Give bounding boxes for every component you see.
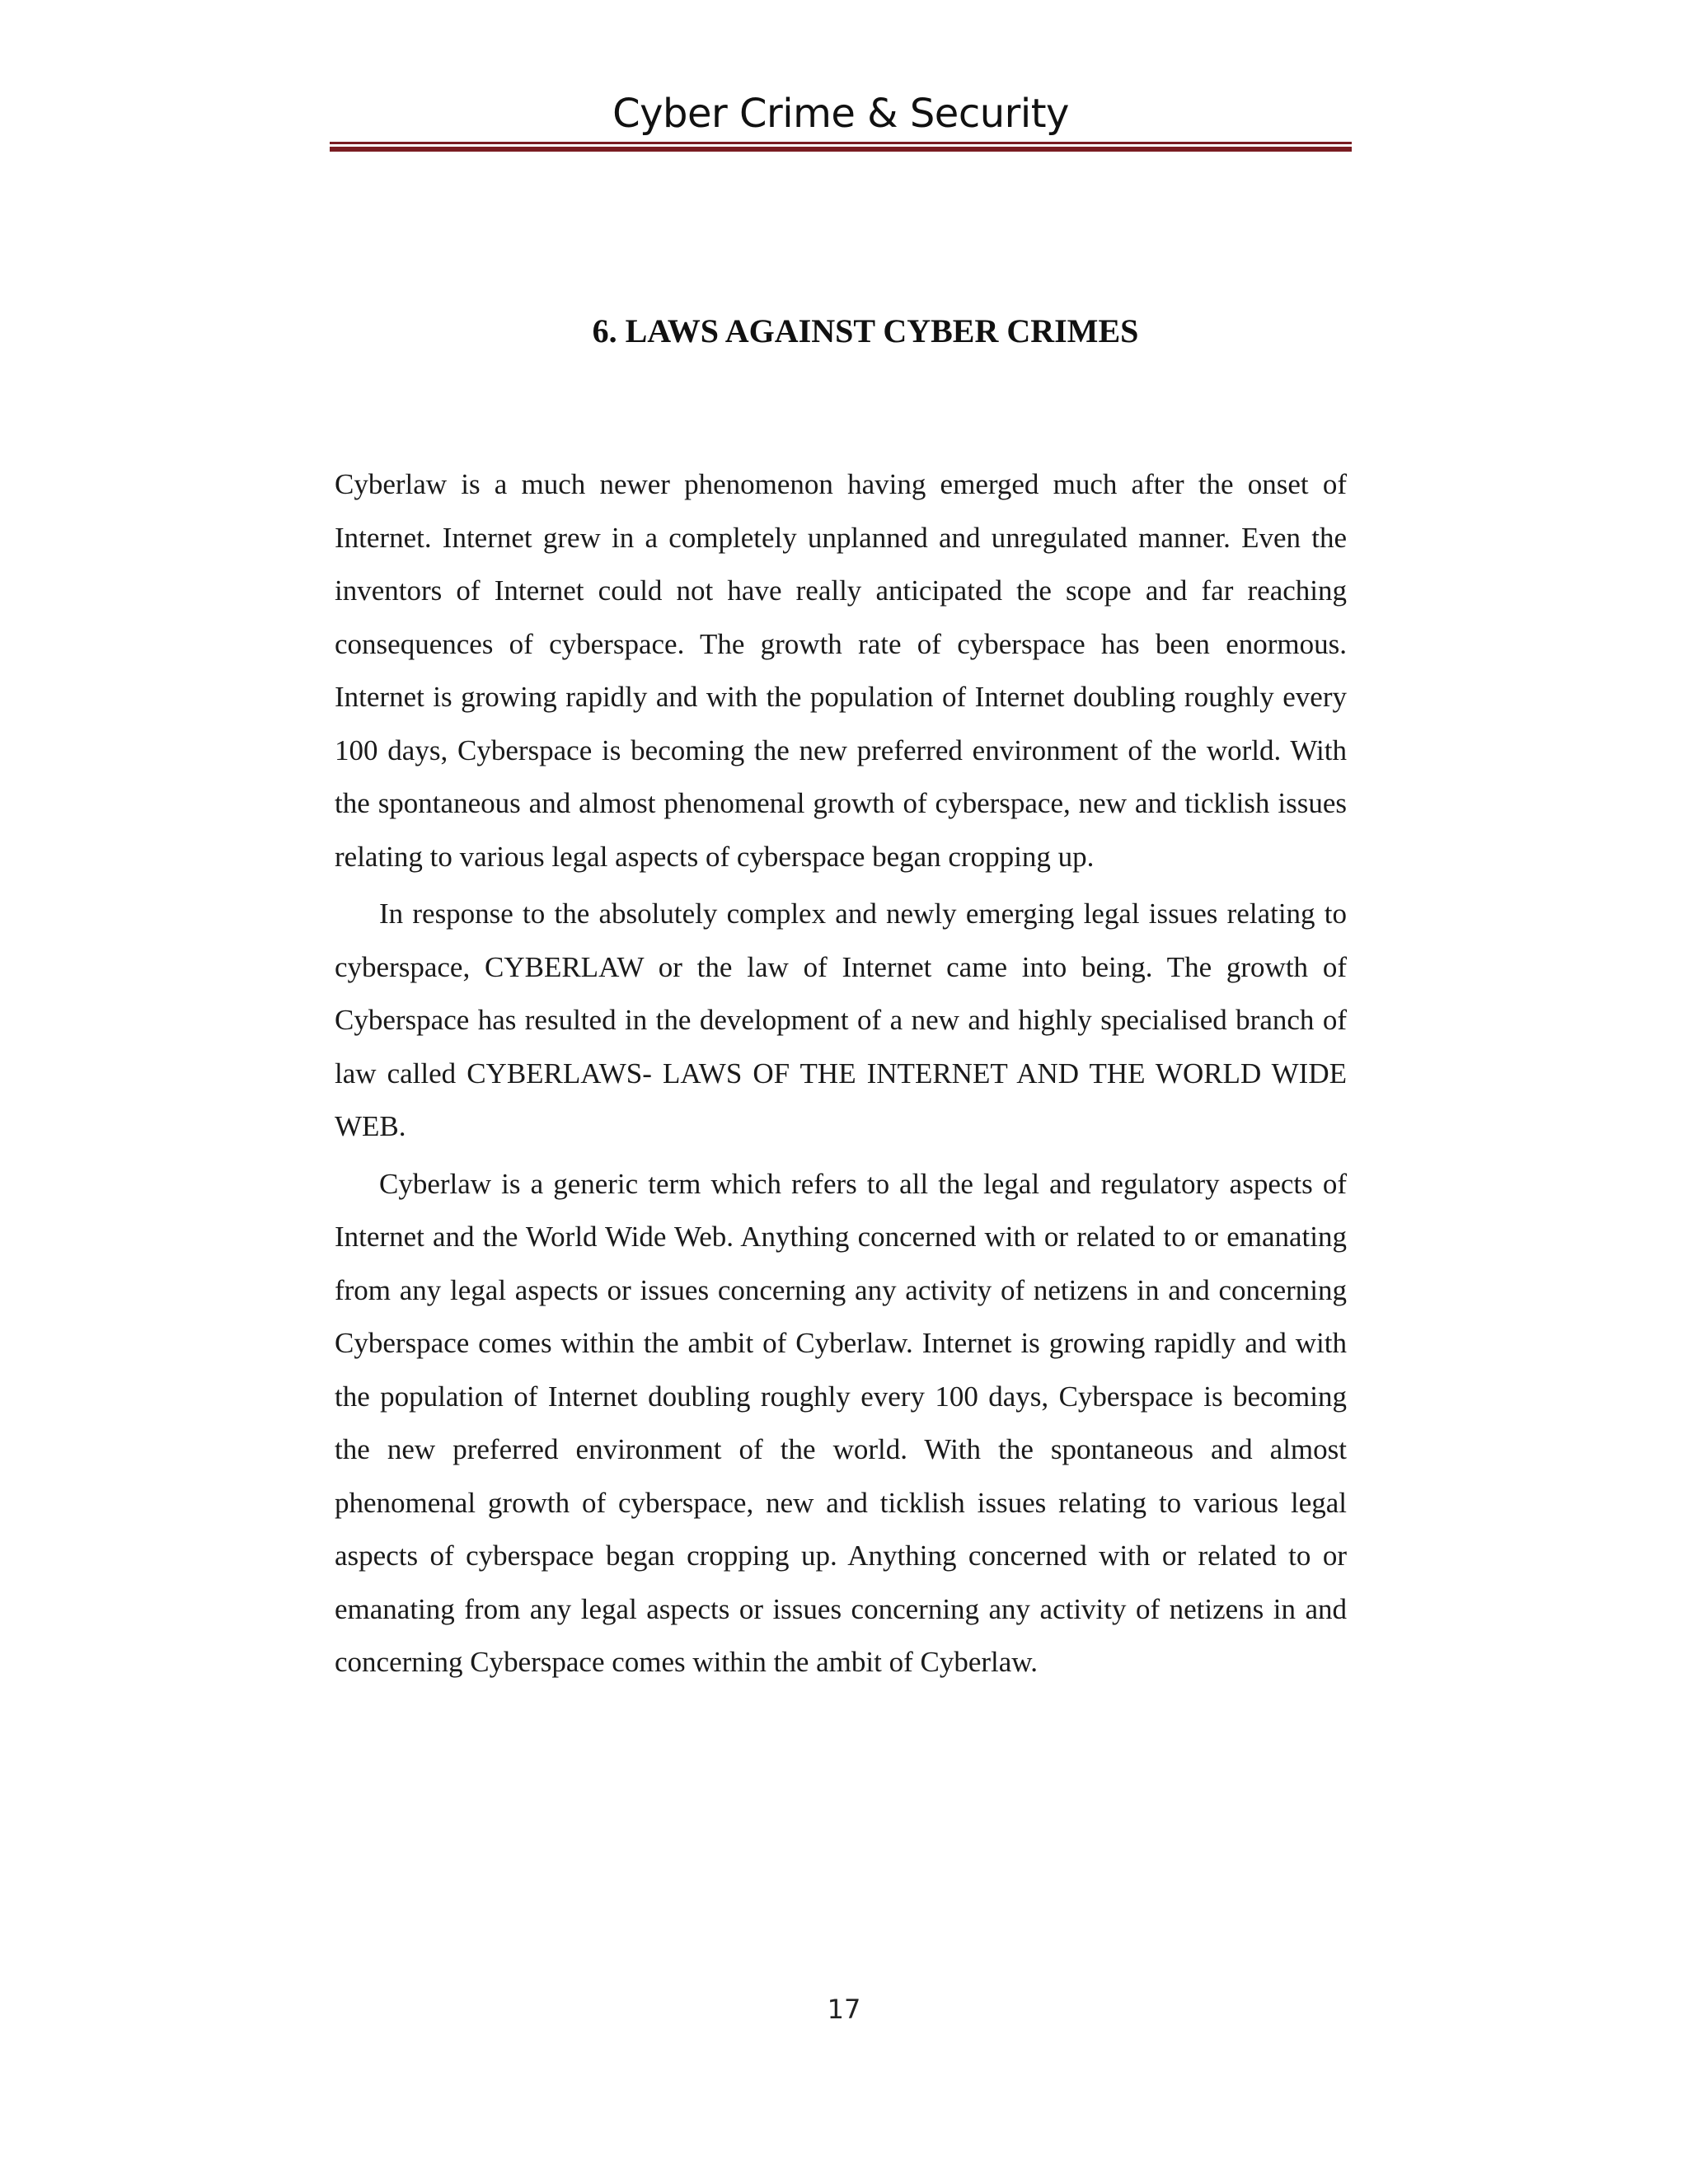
header-rule	[330, 142, 1352, 152]
running-header-title: Cyber Crime & Security	[612, 91, 1069, 137]
paragraph-2: In response to the absolutely complex and newly emerging legal issues relating to cyberspace, CYBERLAW or the law of Internet came into being. The growth of Cyberspace has resulted in the development of a new and highly specialised branch of law called CYBERLAWS- LAWS OF THE INTERNET AND THE WORLD WIDE WEB.	[335, 898, 1347, 1142]
page-number: 17	[827, 1994, 861, 2025]
paragraph-1: Cyberlaw is a much newer phenomenon having emerged much after the onset of Internet. Internet grew in a completely unplanned and unregulated manner. Even the inventors of Internet could not have really anticipated the scope and far reaching consequences of cyberspace. The growth rate of cyberspace has been enormous. Internet is growing rapidly and with the population of Internet doubling roughly every 100 days, Cyberspace is becoming the new preferred environment of the world. With the spontaneous and almost phenomenal growth of cyberspace, new and ticklish issues relating to various legal aspects of cyberspace began cropping up.	[335, 468, 1347, 873]
header-rule-thick-line	[330, 147, 1352, 152]
header-rule-thin-line	[330, 142, 1352, 144]
paragraph-3: Cyberlaw is a generic term which refers to all the legal and regulatory aspects of Internet and the World Wide Web. Anything concerned with or related to or emanating from any legal aspects or issues concerning any activity of netizens in and concerning Cyberspace comes within the ambit of Cyberlaw. Internet is growing rapidly and with the population of Internet doubling roughly every 100 days, Cyberspace is becoming the new preferred environment of the world. With the spontaneous and almost phenomenal growth of cyberspace, new and ticklish issues relating to various legal aspects of cyberspace began cropping up. Anything concerned with or related to or emanating from any legal aspects or issues concerning any activity of netizens in and concerning Cyberspace comes within the ambit of Cyberlaw.	[335, 1167, 1347, 1678]
chapter-title: 6. LAWS AGAINST CYBER CRIMES	[592, 312, 1139, 349]
body-text	[335, 458, 1347, 1694]
